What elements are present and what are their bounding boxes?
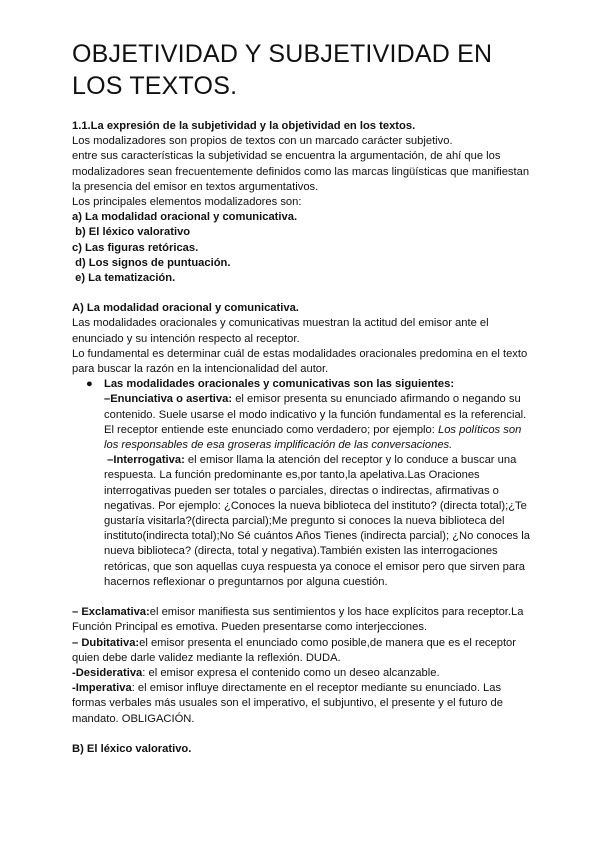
imperativa-label: -Imperativa bbox=[72, 682, 132, 695]
dubitativa-text: el emisor presenta el enunciado como posible,de manera que es el receptor quien debe darle validez mediante la reflexión. DUDA. bbox=[72, 636, 517, 664]
interrogativa-label: –Interrogativa: bbox=[104, 454, 185, 467]
exclamativa-paragraph bbox=[72, 605, 534, 635]
section-heading: 1.1.La expresión de la subjetividad y la objetividad en los textos. bbox=[72, 120, 416, 132]
enunciativa-paragraph bbox=[72, 392, 534, 453]
intro-paragraph: Los modalizadores son propios de textos con un marcado carácter subjetivo. bbox=[72, 135, 453, 148]
enunciativa-label: –Enunciativa o asertiva: bbox=[104, 393, 233, 406]
bullet-text: Las modalidades oracionales y comunicativas son las siguientes: bbox=[104, 378, 455, 391]
element-item: c) Las figuras retóricas. bbox=[72, 241, 199, 254]
intro-paragraph: entre sus características la subjetividad se encuentra la argumentación, de ahí que los modalizadores sean frecuentemente definidos como las marcas lingüísticas que manifiestan la presencia del emisor en textos argumentativos. bbox=[72, 150, 530, 193]
desiderativa-text: : el emisor expresa el contenido como un deseo alcanzable. bbox=[142, 666, 440, 679]
element-item: d) Los signos de puntuación. bbox=[72, 256, 231, 269]
desiderativa-label: -Desiderativa bbox=[72, 666, 143, 679]
desiderativa-paragraph bbox=[72, 666, 534, 681]
intro-paragraph: Los principales elementos modalizadores son: bbox=[72, 196, 302, 209]
bullet-item bbox=[72, 377, 534, 392]
interrogativa-text: el emisor llama la atención del receptor y lo conduce a buscar una respuesta. La función predominante es,por tanto,la apelativa.Las Oraciones interrogativas pueden ser totales o parciales, directas o indirectas, afirmativas o negativas. Por ejemplo: ¿Conoces la nueva biblioteca del instituto? (directa total);¿Te gustaría visitarla?(directa parcial);Me pregunto si conoces la nueva biblioteca del instituto(indirecta total);No Sé cuántos Años Tienes (indirecta parcial); ¿No conoces la nueva biblioteca? (directa, total y negativa).También existen las interrogaciones retóricas, que son aquellas cuya respuesta ya conoce el emisor pero que sirven para hacernos reflexionar o preguntarnos por alguna cuestión. bbox=[104, 454, 530, 588]
section-a-paragraph: Lo fundamental es determinar cuál de estas modalidades oracionales predomina en el texto para buscar la razón en la intencionalidad del autor. bbox=[72, 347, 528, 376]
imperativa-text: : el emisor influye directamente en el receptor mediante su enunciado. Las formas verbales más usuales son el imperativo, el subjuntivo, el presente y el futuro de mandato. OBLIGACIÓN. bbox=[72, 682, 503, 725]
section-a-heading: A) La modalidad oracional y comunicativa. bbox=[72, 302, 299, 315]
dubitativa-paragraph bbox=[72, 636, 534, 666]
enunciativa-example: Los políticos son los responsables de esa groseras implificación de las conversaciones. bbox=[104, 423, 522, 452]
imperativa-paragraph bbox=[72, 681, 534, 727]
page-title: OBJETIVIDAD Y SUBJETIVIDAD EN LOS TEXTOS. bbox=[72, 40, 493, 100]
exclamativa-label: – Exclamativa: bbox=[72, 606, 150, 619]
element-item: e) La tematización. bbox=[72, 272, 176, 285]
section-b-heading: B) El léxico valorativo. bbox=[72, 742, 192, 755]
element-item: a) La modalidad oracional y comunicativa. bbox=[72, 211, 298, 224]
exclamativa-text: el emisor manifiesta sus sentimientos y los hace explícitos para receptor.La Función Principal es emotiva. Pueden presentarse como interjecciones. bbox=[72, 606, 524, 634]
bullet-dot-icon: ● bbox=[86, 378, 93, 391]
interrogativa-paragraph bbox=[72, 453, 534, 590]
element-item: b) El léxico valorativo bbox=[72, 226, 191, 239]
dubitativa-label: – Dubitativa: bbox=[72, 636, 140, 649]
section-a-paragraph: Las modalidades oracionales y comunicativas muestran la actitud del emisor ante el enunciado y su intención respecto al receptor. bbox=[72, 317, 489, 345]
document-body bbox=[72, 119, 534, 757]
enunciativa-text: el emisor presenta su enunciado afirmando o negando su contenido. Suele usarse el modo indicativo y la función fundamental es la referencial. El receptor entiende este enunciado como verdadero; por ejemplo: bbox=[104, 393, 527, 436]
